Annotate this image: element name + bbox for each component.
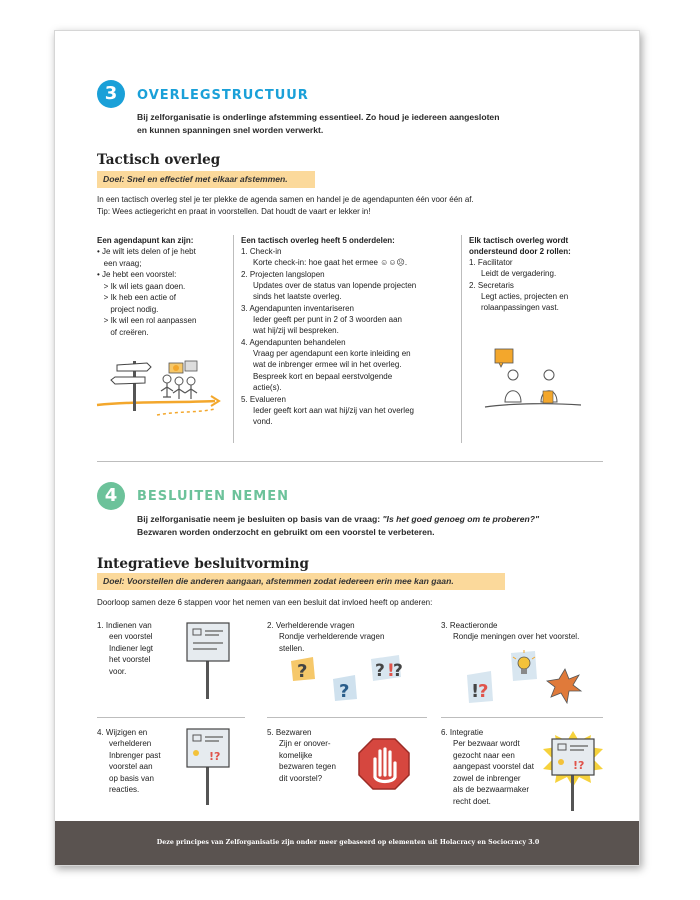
step-title: 4. Wijzigen en bbox=[97, 728, 148, 737]
step-body: komelijke bbox=[279, 750, 313, 760]
step-title: 3. Reactieronde bbox=[441, 621, 498, 630]
step-body: Rondje meningen over het voorstel. bbox=[453, 632, 580, 641]
section3-subtitle: Tactisch overleg bbox=[97, 152, 221, 168]
part-body: sinds het laatste overleg. bbox=[253, 292, 342, 301]
step-body: Zijn er onover- bbox=[279, 739, 331, 748]
section4-title: BESLUITEN NEMEN bbox=[137, 489, 289, 504]
step-4 bbox=[97, 727, 169, 796]
description-line: Tip: Wees actiegericht en praat in voorstellen. Dat houdt de vaart er lekker in! bbox=[97, 207, 371, 216]
roles-column bbox=[469, 235, 609, 314]
role-body: Leidt de vergadering. bbox=[481, 269, 557, 278]
integrated-proposal-sign-icon bbox=[541, 731, 605, 813]
svg-text:!: ! bbox=[471, 681, 480, 702]
step-5 bbox=[267, 727, 357, 784]
section3-intro bbox=[137, 111, 617, 137]
column-divider bbox=[233, 235, 234, 443]
part-body: Updates over de status van lopende projecten bbox=[253, 280, 417, 290]
section4-subtitle: Integratieve besluitvorming bbox=[97, 556, 309, 572]
step-body: Per bezwaar wordt bbox=[453, 739, 520, 748]
section4-description: Doorloop samen deze 6 stappen voor het nemen van een besluit dat invloed heeft op anderen: bbox=[97, 598, 433, 607]
role-body: Legt acties, projecten en bbox=[481, 291, 569, 301]
steps-row-divider bbox=[97, 717, 245, 718]
part-body: vond. bbox=[253, 417, 273, 426]
agenda-item-column bbox=[97, 235, 227, 338]
svg-text:?: ? bbox=[393, 661, 403, 681]
step-body: gezocht naar een bbox=[453, 750, 515, 760]
section3-intro-line: en kunnen spanningen snel worden verwerkt. bbox=[137, 125, 324, 135]
part-body: Vraag per agendapunt een korte inleiding en bbox=[253, 348, 411, 358]
step-body: reacties. bbox=[109, 785, 140, 794]
section4-number-badge: 4 bbox=[97, 482, 125, 510]
column-line: > Ik heb een actie of bbox=[97, 293, 176, 302]
section4-goal: Doel: Voorstellen die anderen aangaan, afstemmen zodat iedereen erin mee kan gaan. bbox=[97, 573, 505, 590]
part-body: wat de inbrenger ermee wil in het overleg. bbox=[253, 360, 402, 369]
step-title: 6. Integratie bbox=[441, 728, 484, 737]
step-body: verhelderen bbox=[109, 739, 152, 748]
svg-text:?: ? bbox=[478, 681, 489, 702]
part-body: wat hij/zij wil bespreken. bbox=[253, 326, 339, 335]
role-body: rolaanpassingen vast. bbox=[481, 303, 559, 312]
part-title: 4. Agendapunten behandelen bbox=[241, 337, 346, 347]
step-3 bbox=[441, 620, 621, 643]
part-body: Bespreek kort en bepaal eerstvolgende bbox=[253, 371, 393, 381]
part-item-inventory bbox=[241, 303, 461, 337]
part-title: 2. Projecten langslopen bbox=[241, 269, 325, 279]
step-body: stellen. bbox=[279, 643, 305, 653]
column-line: • Je wilt iets delen of je hebt bbox=[97, 247, 196, 256]
part-body: Korte check-in: hoe gaat het ermee ☺☺☹. bbox=[253, 258, 408, 267]
part-item-projects bbox=[241, 269, 461, 303]
role-facilitator bbox=[469, 257, 609, 280]
steps-row-divider bbox=[267, 717, 427, 718]
section3-goal: Doel: Snel en effectief met elkaar afstemmen. bbox=[97, 171, 315, 188]
svg-text:!?: !? bbox=[573, 759, 585, 772]
steps-row-divider bbox=[441, 717, 603, 718]
svg-text:?: ? bbox=[297, 661, 308, 682]
step-body: op basis van bbox=[109, 773, 154, 783]
step-body: bezwaren tegen bbox=[279, 762, 336, 771]
role-title: 1. Facilitator bbox=[469, 258, 513, 267]
column-heading: Elk tactisch overleg wordt bbox=[469, 236, 569, 245]
step-body: voorstel aan bbox=[109, 762, 153, 771]
reactions-icon bbox=[463, 649, 593, 711]
step-1 bbox=[97, 620, 167, 677]
step-body: Rondje verhelderende vragen bbox=[279, 632, 385, 641]
column-heading: Een agendapunt kan zijn: bbox=[97, 236, 194, 245]
section4-intro bbox=[137, 513, 617, 539]
column-line: project nodig. bbox=[97, 304, 159, 314]
step-title: 5. Bezwaren bbox=[267, 728, 312, 737]
part-body: Ieder geeft kort aan wat hij/zij van het overleg bbox=[253, 405, 414, 415]
signpost-illustration bbox=[97, 357, 227, 427]
section-divider bbox=[97, 461, 603, 462]
part-item-handle bbox=[241, 337, 461, 394]
column-line: > Ik wil een rol aanpassen bbox=[97, 316, 197, 325]
column-divider bbox=[461, 235, 462, 443]
section3-description bbox=[97, 194, 617, 218]
section3-number-badge: 3 bbox=[97, 80, 125, 108]
part-item-evaluate bbox=[241, 394, 461, 428]
section4-intro-line bbox=[137, 513, 617, 526]
step-title: 1. Indienen van bbox=[97, 621, 152, 630]
part-title: 5. Evalueren bbox=[241, 394, 286, 404]
part-body: Ieder geeft per punt in 2 of 3 woorden aan bbox=[253, 314, 402, 324]
step-body: voor. bbox=[109, 666, 127, 676]
step-body: een voorstel bbox=[109, 632, 153, 641]
svg-text:?: ? bbox=[339, 681, 350, 702]
intro-quote: "Is het goed genoeg om te proberen?" bbox=[382, 514, 540, 524]
svg-text:!?: !? bbox=[209, 750, 221, 763]
tactical-parts-column bbox=[241, 235, 461, 428]
svg-text:!: ! bbox=[387, 661, 395, 681]
step-body: als de bezwaarmaker bbox=[453, 785, 530, 794]
column-line: • Je hebt een voorstel: bbox=[97, 270, 177, 279]
column-heading: ondersteund door 2 rollen: bbox=[469, 247, 571, 256]
role-secretary bbox=[469, 280, 609, 314]
section4-intro-line: Bezwaren worden onderzocht en gebruikt om een voorstel te verbeteren. bbox=[137, 527, 435, 537]
stop-hand-icon bbox=[357, 737, 411, 791]
description-line: In een tactisch overleg stel je ter plekke de agenda samen en handel je de agendapunten één voor één af. bbox=[97, 195, 474, 204]
section3-title: OVERLEGSTRUCTUUR bbox=[137, 88, 309, 103]
part-item-check-in bbox=[241, 246, 461, 269]
step-body: zowel de inbrenger bbox=[453, 773, 521, 783]
step-2 bbox=[267, 620, 427, 654]
column-line: > Ik wil iets gaan doen. bbox=[97, 281, 186, 291]
column-heading: Een tactisch overleg heeft 5 onderdelen: bbox=[241, 236, 395, 245]
adjusted-proposal-sign-icon bbox=[183, 727, 233, 807]
section3-intro-line: Bij zelforganisatie is onderlinge afstemming essentieel. Zo houd je iedereen aangesloten bbox=[137, 112, 500, 122]
step-body: dit voorstel? bbox=[279, 773, 323, 783]
step-body: recht doet. bbox=[453, 796, 491, 806]
step-body: Inbrenger past bbox=[109, 750, 161, 760]
part-title: 3. Agendapunten inventariseren bbox=[241, 303, 354, 313]
role-title: 2. Secretaris bbox=[469, 280, 514, 290]
step-title: 2. Verhelderende vragen bbox=[267, 621, 355, 630]
intro-prefix: Bij zelforganisatie neem je besluiten op basis van de vraag: bbox=[137, 514, 383, 524]
step-body: aangepast voorstel dat bbox=[453, 762, 534, 771]
part-title: 1. Check-in bbox=[241, 247, 282, 256]
step-6 bbox=[441, 727, 551, 807]
footer: Deze principes van Zelforganisatie zijn onder meer gebaseerd op elementen uit Holacracy en Sociocracy 3.0 bbox=[55, 821, 640, 865]
page bbox=[54, 30, 640, 866]
step-body: Indiener legt bbox=[109, 643, 154, 653]
column-line: of creëren. bbox=[97, 327, 149, 337]
question-marks-icon bbox=[287, 653, 417, 708]
column-line: een vraag; bbox=[97, 258, 142, 268]
roles-illustration bbox=[483, 347, 583, 417]
step-body: het voorstel bbox=[109, 655, 151, 664]
proposal-sign-icon bbox=[183, 621, 233, 701]
svg-text:?: ? bbox=[375, 661, 385, 681]
part-body: actie(s). bbox=[253, 383, 282, 392]
